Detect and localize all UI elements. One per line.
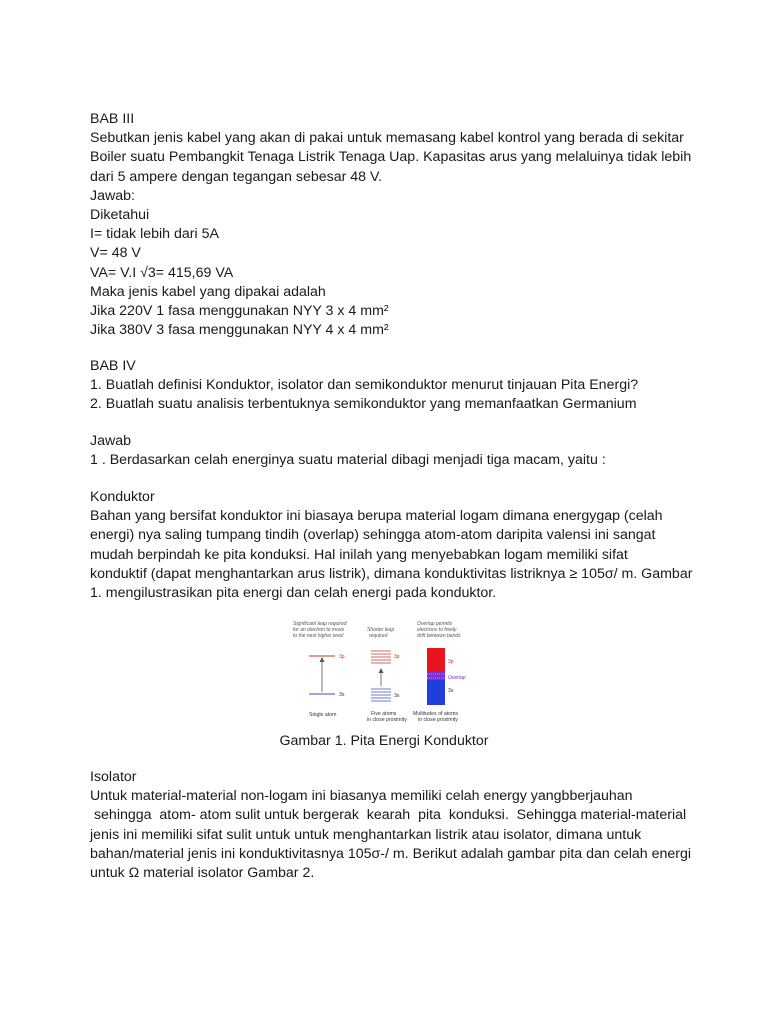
note-middle-line: Shorter leap (367, 627, 395, 633)
isolator-paragraph-line: sehingga atom- atom sulit untuk bergerak kearah pita konduksi. Sehingga material-material (90, 807, 687, 824)
level-3s-label: 3s (339, 692, 345, 698)
bab3-question-line: dari 5 ampere dengan tegangan sebesar 48 V. (90, 168, 383, 185)
note-right-line: drift between bands (417, 633, 461, 639)
bab3-question-line: Boiler suatu Pembangkit Tenaga Listrik Tenaga Uap. Kapasitas arus yang melaluinya tidak lebih (90, 149, 692, 166)
isolator-heading: Isolator (90, 769, 137, 785)
bab3-answer-label: Jawab: (90, 187, 135, 204)
energy-band-diagram (287, 618, 477, 724)
bab4-question-2: 2. Buatlah suatu analisis terbentuknya semikonduktor yang memanfaatkan Germanium (90, 396, 637, 413)
panel-label: Five atoms (371, 711, 397, 717)
bab3-section (90, 110, 690, 340)
valence-band (427, 680, 445, 705)
panel-label: in close proximity (418, 717, 458, 723)
note-middle-line: required (369, 633, 388, 639)
figure-caption: Gambar 1. Pita Energi Konduktor (279, 733, 489, 749)
bab4-answer-label: Jawab (90, 433, 132, 449)
panel-label: Multitudes of atoms (413, 711, 458, 717)
konduktor-paragraph-line: energi) nya saling tumpang tindih (overlap) sehingga atom-atom daripita valensi ini sangat (90, 527, 656, 544)
level-3p-label: 3p (394, 654, 400, 660)
bab4-answer (90, 432, 690, 470)
level-3p-label: 3p (339, 654, 345, 660)
note-left-line: Significant leap required (293, 621, 347, 627)
isolator-paragraph-line: Untuk material-material non-logam ini biasanya memiliki celah energy yangbberjauhan (90, 788, 633, 805)
konduktor-paragraph-line: mudah berpindah ke pita konduksi. Hal inilah yang menyebabkan logam memiliki sifat (90, 546, 628, 563)
bab3-known-label: Diketahui (90, 207, 150, 224)
energy-band-figure (287, 618, 477, 724)
bab3-question-line: Sebutkan jenis kabel yang akan di pakai untuk memasang kabel kontrol yang berada di sekitar (90, 130, 684, 147)
level-3s-label: 3s (394, 693, 400, 699)
bab4-heading: BAB IV (90, 358, 136, 374)
five-atoms-upper-levels (371, 651, 391, 663)
given-power: VA= V.I √3= 415,69 VA (90, 264, 234, 281)
level-3p-label: 3p (448, 659, 454, 665)
note-right-line: electrons to freely (417, 627, 457, 633)
konduktor-heading: Konduktor (90, 489, 155, 505)
given-voltage: V= 48 V (90, 245, 141, 262)
bab4-section (90, 357, 690, 415)
note-left-line: to the next higher level (293, 633, 344, 639)
given-current: I= tidak lebih dari 5A (90, 226, 219, 243)
panel-label: in close proximity (367, 717, 407, 723)
konduktor-paragraph-line: Bahan yang bersifat konduktor ini biasaya berupa material logam dimana energygap (celah (90, 508, 663, 525)
bab3-heading: BAB III (90, 111, 135, 127)
konduktor-paragraph-line: konduktif (dapat menghantarkan arus listrik), dimana konduktivitas listriknya ≥ 105σ/ m. Gambar (90, 565, 693, 582)
overlap-band (427, 672, 445, 680)
five-atoms-lower-levels (371, 689, 391, 701)
isolator-paragraph-line: jenis ini memiliki sifat sulit untuk untuk menghantarkan listrik atau isolator, dimana untuk (90, 826, 642, 843)
arrow-head (379, 668, 384, 673)
bab4-question-1: 1. Buatlah definisi Konduktor, isolator dan semikonduktor menurut tinjauan Pita Energi? (90, 377, 639, 394)
bab3-conclusion: Maka jenis kabel yang dipakai adalah (90, 283, 326, 300)
cable-option-380v: Jika 380V 3 fasa menggunakan NYY 4 x 4 mm² (90, 322, 389, 339)
note-right-line: Overlap permits (417, 621, 453, 627)
conduction-band (427, 648, 445, 675)
konduktor-paragraph-line: 1. mengilustrasikan pita energi dan celah energi pada konduktor. (90, 585, 497, 602)
isolator-paragraph-line: bahan/material jenis ini konduktivitasnya 105σ-/ m. Berikut adalah gambar pita dan celah energi (90, 845, 692, 862)
overlap-label: Overlap (448, 675, 466, 681)
note-left-line: for an electron to move (293, 627, 345, 633)
bab4-answer-intro: 1 . Berdasarkan celah energinya suatu material dibagi menjadi tiga macam, yaitu : (90, 452, 606, 469)
cable-option-220v: Jika 220V 1 fasa menggunakan NYY 3 x 4 mm² (90, 303, 389, 320)
isolator-paragraph-line: untuk Ω material isolator Gambar 2. (90, 865, 315, 882)
arrow-head (320, 657, 325, 662)
konduktor-section (90, 488, 693, 603)
level-3s-label: 3s (448, 688, 454, 694)
isolator-section (90, 768, 690, 883)
panel-label: Single atom (309, 712, 337, 718)
